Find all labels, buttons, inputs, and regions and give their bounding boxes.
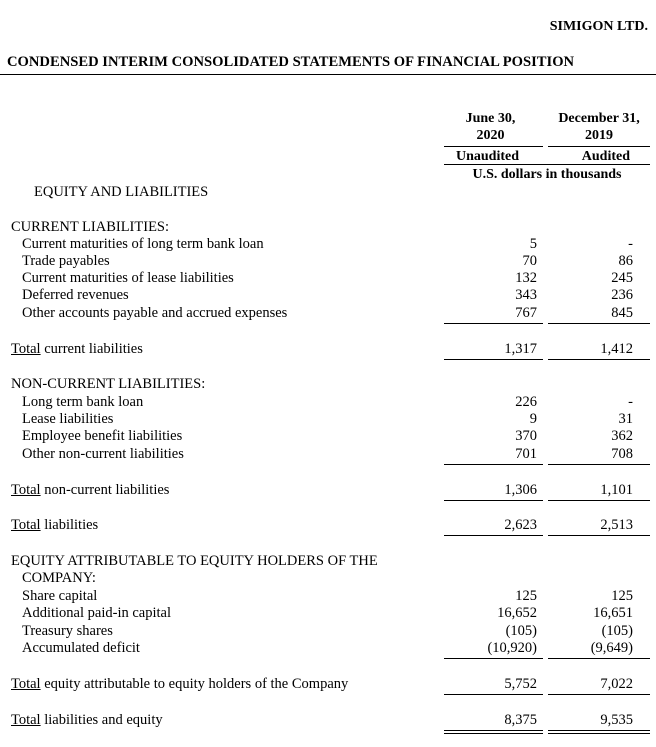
list-item-value-2020: 9	[529, 411, 537, 427]
total-current-2020: 1,317	[504, 341, 537, 357]
total-rule	[548, 535, 650, 536]
total-liabilities-2020: 2,623	[504, 517, 537, 533]
subtotal-rule	[548, 323, 650, 324]
col1-header-rule	[444, 146, 543, 147]
list-item-label: Current maturities of lease liabilities	[22, 270, 234, 286]
subtotal-rule	[548, 658, 650, 659]
col1-header-year: 2020	[476, 128, 505, 143]
list-item-value-2020: 370	[515, 428, 537, 444]
total-rule	[444, 535, 543, 536]
list-item-label: Trade payables	[22, 253, 110, 269]
total-rule	[548, 500, 650, 501]
col2-header-year: 2019	[585, 128, 613, 143]
list-item-value-2019: 236	[611, 287, 633, 303]
total-noncurrent-2019: 1,101	[600, 482, 633, 498]
total-liabilities-equity-label: Total liabilities and equity	[11, 712, 163, 728]
list-item-value-2019: 16,651	[593, 605, 633, 621]
total-liabilities-2019: 2,513	[600, 517, 633, 533]
total-rule	[548, 359, 650, 360]
col1-header-date: June 30,	[465, 111, 516, 126]
list-item-label: Other accounts payable and accrued expenses	[22, 305, 288, 321]
list-item-label: Accumulated deficit	[22, 640, 140, 656]
list-item-label: Share capital	[22, 588, 98, 604]
total-equity-2020: 5,752	[504, 676, 537, 692]
list-item-value-2020: 16,652	[497, 605, 537, 621]
total-rule	[444, 359, 543, 360]
subtotal-rule	[548, 464, 650, 465]
double-underline	[548, 733, 650, 734]
subtotal-rule	[444, 464, 543, 465]
list-item-value-2019: 245	[611, 270, 633, 286]
list-item-value-2019: 125	[611, 588, 633, 604]
list-item-value-2020: 701	[515, 446, 537, 462]
units-label: U.S. dollars in thousands	[472, 167, 622, 182]
col2-header-date: December 31,	[558, 111, 640, 126]
list-item-value-2020: 70	[522, 253, 537, 269]
list-item-value-2019: 31	[618, 411, 633, 427]
total-noncurrent-2020: 1,306	[504, 482, 537, 498]
total-liabilities-equity-2019: 9,535	[600, 712, 633, 728]
total-liabilities-equity-2020: 8,375	[504, 712, 537, 728]
total-liabilities-label: Total liabilities	[11, 517, 99, 533]
list-item-label: Treasury shares	[22, 623, 113, 639]
total-current-2019: 1,412	[600, 341, 633, 357]
subtotal-rule	[444, 323, 543, 324]
col2-status: Audited	[581, 149, 630, 164]
list-item-label: Employee benefit liabilities	[22, 428, 183, 444]
col1-status: Unaudited	[456, 149, 520, 164]
list-item-value-2020: 5	[529, 236, 537, 252]
units-rule	[444, 164, 650, 165]
list-item-label: Additional paid-in capital	[22, 605, 171, 621]
title-rule	[0, 74, 656, 75]
noncurrent-liabilities-heading: NON-CURRENT LIABILITIES:	[11, 376, 206, 392]
double-underline	[444, 733, 543, 734]
company-name: SIMIGON LTD.	[549, 19, 648, 34]
list-item-value-2020: 767	[515, 305, 537, 321]
list-item-value-2019: -	[628, 394, 633, 410]
list-item-value-2019: (9,649)	[590, 640, 633, 656]
list-item-label: Deferred revenues	[22, 287, 129, 303]
list-item-value-2019: 86	[618, 253, 633, 269]
list-item-value-2019: 845	[611, 305, 633, 321]
total-rule	[548, 730, 650, 731]
statement-title: CONDENSED INTERIM CONSOLIDATED STATEMENTS OF FINANCIAL POSITION	[7, 54, 575, 70]
equity-heading-cont: COMPANY:	[22, 570, 96, 586]
total-rule	[444, 694, 543, 695]
col2-header-rule	[548, 146, 650, 147]
total-noncurrent-liabilities-label: Total non-current liabilities	[11, 482, 170, 498]
total-equity-2019: 7,022	[600, 676, 633, 692]
total-rule	[548, 694, 650, 695]
equity-heading: EQUITY ATTRIBUTABLE TO EQUITY HOLDERS OF THE	[11, 553, 378, 569]
list-item-label: Lease liabilities	[22, 411, 114, 427]
list-item-value-2019: 362	[611, 428, 633, 444]
list-item-label: Long term bank loan	[22, 394, 144, 410]
list-item-value-2020: 343	[515, 287, 537, 303]
list-item-value-2020: (10,920)	[487, 640, 537, 656]
list-item-value-2020: 125	[515, 588, 537, 604]
total-rule	[444, 730, 543, 731]
current-liabilities-heading: CURRENT LIABILITIES:	[11, 219, 170, 235]
total-rule	[444, 500, 543, 501]
subtotal-rule	[444, 658, 543, 659]
total-equity-label: Total equity attributable to equity holders of the Company	[11, 676, 349, 692]
list-item-value-2020: 226	[515, 394, 537, 410]
list-item-value-2020: (105)	[505, 623, 537, 639]
equity-liabilities-heading: EQUITY AND LIABILITIES	[34, 184, 209, 200]
list-item-value-2019: (105)	[601, 623, 633, 639]
list-item-value-2019: -	[628, 236, 633, 252]
list-item-value-2020: 132	[515, 270, 537, 286]
total-current-liabilities-label: Total current liabilities	[11, 341, 143, 357]
list-item-value-2019: 708	[611, 446, 633, 462]
list-item-label: Current maturities of long term bank loan	[22, 236, 264, 252]
list-item-label: Other non-current liabilities	[22, 446, 184, 462]
